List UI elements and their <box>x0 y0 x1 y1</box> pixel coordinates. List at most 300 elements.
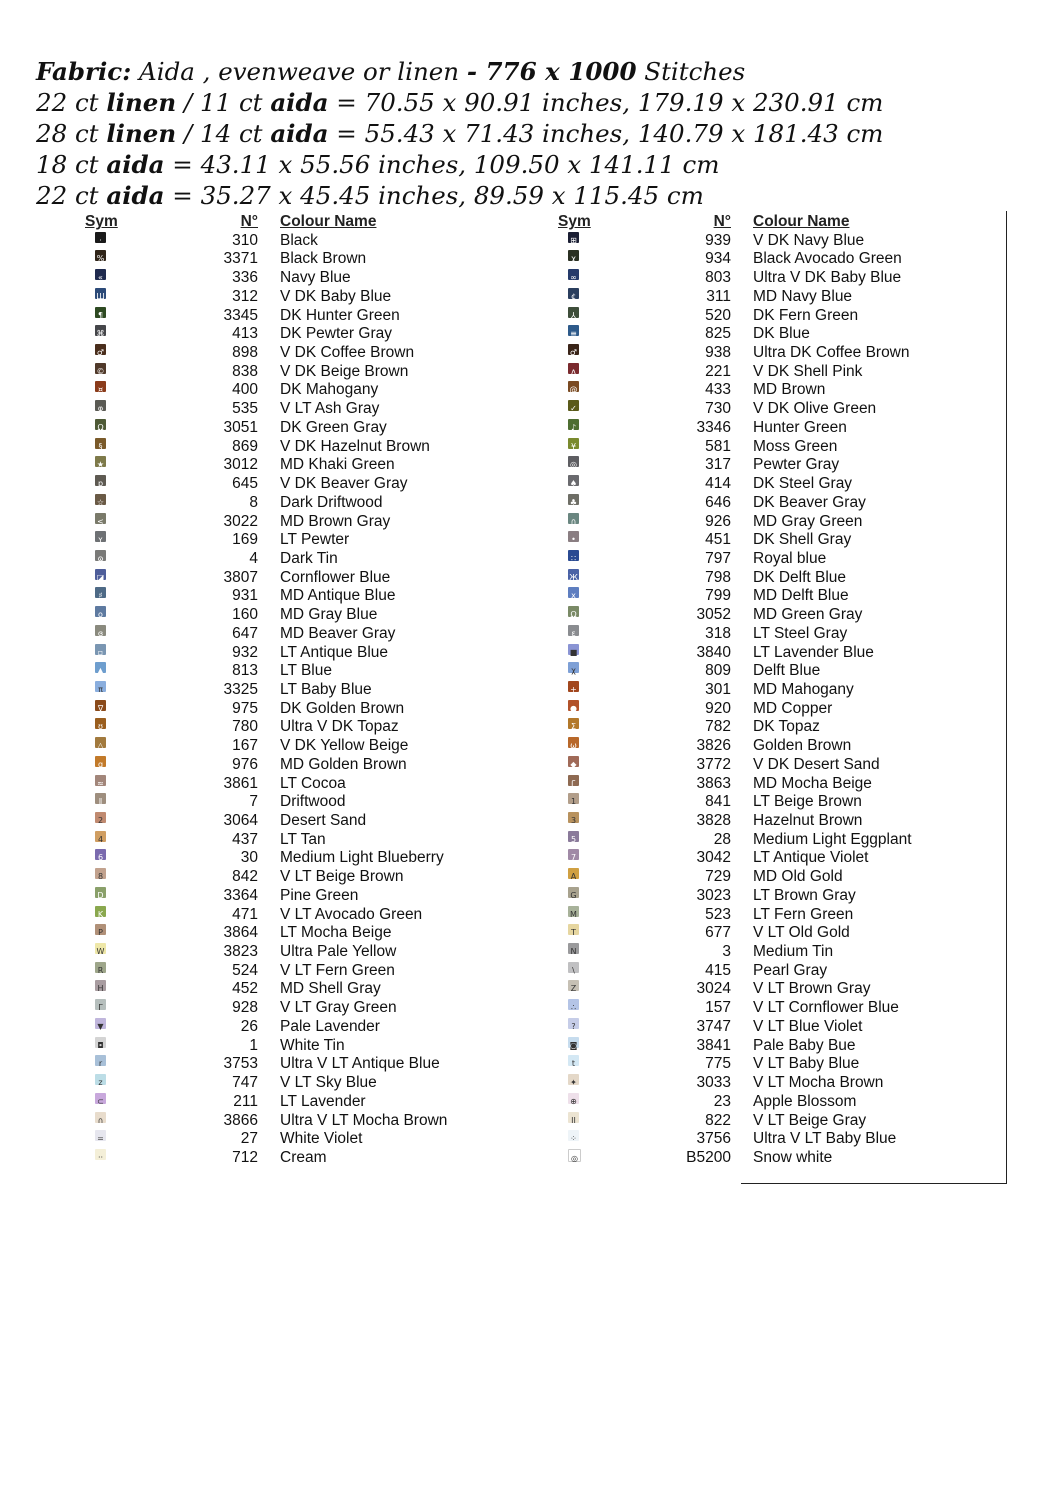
symbol-swatch: R <box>95 962 106 973</box>
symbol-swatch: T <box>568 924 579 935</box>
thread-number: 938 <box>705 344 731 362</box>
colour-name: V LT Old Gold <box>753 924 850 942</box>
symbol-swatch: ʊ <box>95 718 106 729</box>
table-row <box>80 831 500 850</box>
symbol-swatch: ∞ <box>568 269 579 280</box>
colour-name: V LT Mocha Brown <box>753 1074 884 1092</box>
table-row <box>80 475 500 494</box>
table-row <box>553 775 973 794</box>
thread-number: 3042 <box>696 849 731 867</box>
thread-number: 169 <box>232 531 258 549</box>
table-row <box>80 1074 500 1093</box>
thread-number: 3325 <box>223 680 258 698</box>
symbol-swatch: II <box>568 1112 579 1123</box>
colour-name: DK Beaver Gray <box>753 493 866 511</box>
table-row <box>553 269 973 288</box>
thread-number: 3753 <box>223 1055 258 1073</box>
colour-name: DK Topaz <box>753 718 820 736</box>
table-row <box>80 718 500 737</box>
table-row <box>80 513 500 532</box>
colour-name: Ultra V LT Antique Blue <box>280 1055 440 1073</box>
colour-name: V LT Brown Gray <box>753 980 871 998</box>
table-row <box>80 943 500 962</box>
colour-name: DK Fern Green <box>753 306 859 324</box>
colour-name: DK Mahogany <box>280 381 379 399</box>
colour-name: V LT Sky Blue <box>280 1074 377 1092</box>
thread-number: 775 <box>705 1055 731 1073</box>
symbol-swatch: ∷ <box>568 550 579 561</box>
colour-name: DK Golden Brown <box>280 699 405 717</box>
table-row <box>553 868 973 887</box>
symbol-swatch: ● <box>568 700 579 711</box>
colour-name: Ultra Pale Yellow <box>280 943 397 961</box>
table-row <box>553 344 973 363</box>
colour-list-right <box>553 232 973 1168</box>
symbol-swatch: 5 <box>568 831 579 842</box>
symbol-swatch: < <box>95 513 106 524</box>
table-row <box>553 980 973 999</box>
colour-name: Medium Light Blueberry <box>280 849 444 867</box>
table-row <box>553 1149 973 1168</box>
colour-name: Apple Blossom <box>753 1092 857 1110</box>
symbol-swatch: D <box>95 887 106 898</box>
table-row <box>553 831 973 850</box>
table-row <box>553 756 973 775</box>
thread-number: 803 <box>705 269 731 287</box>
symbol-swatch: ¥ <box>568 438 579 449</box>
colour-name: Black <box>280 231 318 249</box>
table-row <box>80 1149 500 1168</box>
table-row <box>553 943 973 962</box>
table-row <box>553 232 973 251</box>
symbol-swatch: % <box>95 250 106 261</box>
symbol-swatch: ɒ <box>95 475 106 486</box>
table-row <box>80 681 500 700</box>
table-row <box>553 812 973 831</box>
thread-number: 3866 <box>223 1111 258 1129</box>
thread-number: 30 <box>240 849 258 867</box>
thread-number: 747 <box>232 1074 258 1092</box>
symbol-swatch: Σ <box>568 718 579 729</box>
table-row <box>553 999 973 1018</box>
table-row <box>553 718 973 737</box>
thread-number: 3863 <box>696 774 731 792</box>
table-row <box>553 1018 973 1037</box>
symbol-swatch: ✓ <box>568 400 579 411</box>
colour-name: Dark Tin <box>280 549 338 567</box>
symbol-swatch: M <box>568 906 579 917</box>
symbol-swatch: x <box>568 587 579 598</box>
thread-number: 451 <box>705 531 731 549</box>
colour-name: V LT Cornflower Blue <box>753 999 899 1017</box>
symbol-swatch: ∩ <box>95 1112 106 1123</box>
colour-name: LT Brown Gray <box>753 886 856 904</box>
symbol-swatch: ☆ <box>95 494 106 505</box>
symbol-swatch: ▫ <box>95 644 106 655</box>
symbol-swatch: z <box>95 1074 106 1085</box>
thread-number: 3823 <box>223 943 258 961</box>
colour-name: LT Tan <box>280 830 326 848</box>
symbol-swatch: ∥ <box>95 793 106 804</box>
table-row <box>80 700 500 719</box>
table-row <box>553 793 973 812</box>
colour-name: LT Baby Blue <box>280 680 372 698</box>
table-border-right <box>1006 211 1007 1184</box>
table-row <box>80 868 500 887</box>
sym-header: Sym <box>85 213 118 230</box>
thread-number: 415 <box>705 961 731 979</box>
table-row <box>80 363 500 382</box>
symbol-swatch: ¶ <box>95 307 106 318</box>
symbol-swatch: ⁘ <box>568 1130 579 1141</box>
symbol-swatch: · <box>95 232 106 243</box>
colour-name: Dark Driftwood <box>280 493 383 511</box>
colour-name: V DK Coffee Brown <box>280 344 415 362</box>
thread-number: 1 <box>249 1036 258 1054</box>
table-row <box>80 381 500 400</box>
table-row <box>80 531 500 550</box>
table-row <box>553 681 973 700</box>
symbol-swatch: 4 <box>95 831 106 842</box>
thread-number: 413 <box>232 325 258 343</box>
colour-name: V DK Beige Brown <box>280 362 409 380</box>
colour-name: DK Shell Gray <box>753 531 852 549</box>
colour-name: V LT Gray Green <box>280 999 397 1017</box>
table-row <box>553 1074 973 1093</box>
table-row <box>80 1037 500 1056</box>
thread-number: 3064 <box>223 812 258 829</box>
table-row <box>553 625 973 644</box>
table-row <box>553 906 973 925</box>
symbol-swatch: ⌘ <box>95 325 106 336</box>
symbol-swatch: ◆ <box>568 756 579 767</box>
colour-name: Pale Baby Bue <box>753 1036 856 1054</box>
thread-number: 433 <box>705 381 731 399</box>
symbol-swatch: ★ <box>95 456 106 467</box>
symbol-swatch: 2 <box>95 812 106 823</box>
colour-name: V LT Beige Brown <box>280 868 404 886</box>
symbol-swatch: ◙ <box>568 1037 579 1048</box>
colour-name: LT Cocoa <box>280 774 346 792</box>
colour-name: Ultra DK Coffee Brown <box>753 344 910 362</box>
table-row <box>553 494 973 513</box>
thread-number: 301 <box>705 680 731 698</box>
symbol-swatch: φ <box>95 400 106 411</box>
symbol-swatch: ✦ <box>568 1074 579 1085</box>
sym-header: Sym <box>558 213 591 230</box>
fabric-line: Fabric: Aida , evenweave or linen - 776 x 1000 Stitches <box>36 57 746 86</box>
symbol-swatch: © <box>95 363 106 374</box>
colour-name: Medium Light Eggplant <box>753 830 912 848</box>
thread-number: 920 <box>705 699 731 717</box>
symbol-swatch: ◪ <box>95 569 106 580</box>
symbol-swatch: = <box>95 1130 106 1141</box>
colour-name: LT Beige Brown <box>753 793 862 811</box>
symbol-swatch: ⊞ <box>568 232 579 243</box>
table-border-bottom <box>741 1183 1007 1184</box>
colour-name: MD Beaver Gray <box>280 624 396 642</box>
symbol-swatch: « <box>95 269 106 280</box>
thread-number: 934 <box>705 250 731 268</box>
thread-number: 400 <box>232 381 258 399</box>
size-line-28ct-linen: 28 ct linen / 14 ct aida = 55.43 x 71.43 inches, 140.79 x 181.43 cm <box>36 119 884 148</box>
thread-number: 157 <box>705 999 731 1017</box>
thread-number: 3051 <box>223 418 258 436</box>
colour-name: White Tin <box>280 1036 345 1054</box>
colour-name: V LT Avocado Green <box>280 905 423 923</box>
symbol-swatch: ¤ <box>95 381 106 392</box>
table-row <box>80 606 500 625</box>
table-row <box>553 849 973 868</box>
colour-name: LT Lavender Blue <box>753 643 874 661</box>
thread-number: 797 <box>705 549 731 567</box>
symbol-swatch: @ <box>568 381 579 392</box>
thread-number: 3864 <box>223 924 258 942</box>
table-row <box>80 924 500 943</box>
colour-name: LT Blue <box>280 662 332 680</box>
colour-name: LT Steel Gray <box>753 624 848 642</box>
colour-name: V LT Ash Gray <box>280 400 380 418</box>
symbol-swatch: Γ <box>95 999 106 1010</box>
thread-number: 841 <box>705 793 731 811</box>
symbol-swatch: ·· <box>95 1149 106 1160</box>
thread-number: 729 <box>705 868 731 886</box>
thread-number: 7 <box>249 793 258 811</box>
thread-number: 3828 <box>696 812 731 829</box>
thread-number: 3033 <box>696 1074 731 1092</box>
thread-number: 414 <box>705 475 731 493</box>
table-row <box>80 494 500 513</box>
table-row <box>553 1093 973 1112</box>
thread-number: 3861 <box>223 774 258 792</box>
colour-name: V DK Yellow Beige <box>280 737 409 755</box>
table-row <box>553 475 973 494</box>
colour-name: Ultra V DK Baby Blue <box>753 269 902 287</box>
thread-number: 932 <box>232 643 258 661</box>
symbol-swatch: ♂ <box>95 344 106 355</box>
symbol-swatch: χ <box>568 250 579 261</box>
symbol-swatch: ≈ <box>95 775 106 786</box>
symbol-swatch: 3 <box>568 812 579 823</box>
thread-number: 3024 <box>696 980 731 998</box>
thread-number: 310 <box>232 231 258 249</box>
colour-name: Navy Blue <box>280 269 351 287</box>
colour-name: MD Brown <box>753 381 826 399</box>
colour-name: LT Antique Blue <box>280 643 389 661</box>
thread-number: 780 <box>232 718 258 736</box>
table-row <box>80 793 500 812</box>
thread-number: 813 <box>232 662 258 680</box>
thread-number: 898 <box>232 344 258 362</box>
number-header: N° <box>713 213 731 230</box>
colour-name: Driftwood <box>280 793 346 811</box>
table-row <box>553 513 973 532</box>
symbol-swatch: ¢ <box>568 288 579 299</box>
table-row <box>553 569 973 588</box>
colour-name: Pearl Gray <box>753 961 828 979</box>
colour-name: Desert Sand <box>280 812 367 829</box>
symbol-swatch: • <box>568 531 579 542</box>
symbol-swatch: ♣ <box>568 494 579 505</box>
thread-number: 3840 <box>696 643 731 661</box>
colour-name: V DK Navy Blue <box>753 231 865 249</box>
table-row <box>553 887 973 906</box>
thread-number: 4 <box>249 549 258 567</box>
colour-name: DK Delft Blue <box>753 568 847 586</box>
colour-name: V LT Fern Green <box>280 961 395 979</box>
table-row <box>553 1112 973 1131</box>
table-row <box>80 1130 500 1149</box>
thread-number: 939 <box>705 231 731 249</box>
thread-number: 928 <box>232 999 258 1017</box>
symbol-swatch: K <box>95 906 106 917</box>
colour-name: DK Steel Gray <box>753 475 853 493</box>
symbol-swatch: ω <box>568 737 579 748</box>
colour-name: V DK Shell Pink <box>753 362 863 380</box>
symbol-swatch: § <box>95 438 106 449</box>
thread-number: 798 <box>705 568 731 586</box>
thread-number: 3023 <box>696 886 731 904</box>
table-row <box>80 625 500 644</box>
colour-name: Delft Blue <box>753 662 821 680</box>
symbol-swatch: ɞ <box>95 625 106 636</box>
colour-name: V DK Desert Sand <box>753 755 880 773</box>
thread-number: 3371 <box>223 250 258 268</box>
thread-number: 318 <box>705 624 731 642</box>
table-row <box>80 438 500 457</box>
thread-number: 3747 <box>696 1017 731 1035</box>
symbol-swatch: t <box>568 1055 579 1066</box>
symbol-swatch: π <box>95 681 106 692</box>
thread-number: 730 <box>705 400 731 418</box>
symbol-swatch: ▲ <box>95 662 106 673</box>
symbol-swatch: g <box>95 756 106 767</box>
table-row <box>553 1055 973 1074</box>
symbol-swatch: ∇ <box>95 700 106 711</box>
thread-number: 23 <box>713 1092 731 1110</box>
table-row <box>553 250 973 269</box>
table-row <box>553 737 973 756</box>
symbol-swatch: χ <box>568 662 579 673</box>
colour-name: V LT Baby Blue <box>753 1055 860 1073</box>
symbol-swatch: ɷ <box>95 550 106 561</box>
thread-number: 869 <box>232 437 258 455</box>
thread-number: B5200 <box>686 1148 731 1166</box>
table-row <box>553 587 973 606</box>
symbol-swatch: P <box>95 924 106 935</box>
symbol-swatch: ? <box>568 1018 579 1029</box>
colour-name: Ultra V LT Mocha Brown <box>280 1111 448 1129</box>
table-row <box>553 700 973 719</box>
colour-name: MD Copper <box>753 699 833 717</box>
thread-number: 3346 <box>696 418 731 436</box>
symbol-swatch: H <box>95 980 106 991</box>
table-row <box>553 662 973 681</box>
symbol-swatch: ∴ <box>568 999 579 1010</box>
thread-number: 677 <box>705 924 731 942</box>
thread-number: 28 <box>713 830 731 848</box>
table-row <box>553 606 973 625</box>
table-row <box>553 456 973 475</box>
table-row <box>553 924 973 943</box>
symbol-swatch: Ш <box>95 288 106 299</box>
thread-number: 8 <box>249 493 258 511</box>
size-line-18ct-aida: 18 ct aida = 43.11 x 55.56 inches, 109.50 x 141.11 cm <box>36 150 720 179</box>
symbol-swatch: △ <box>95 737 106 748</box>
symbol-swatch: ◎ <box>568 1149 581 1162</box>
colour-name: MD Delft Blue <box>753 587 849 605</box>
thread-number: 3756 <box>696 1130 731 1148</box>
colour-name: Pale Lavender <box>280 1017 380 1035</box>
thread-number: 3841 <box>696 1036 731 1054</box>
table-row <box>80 419 500 438</box>
symbol-swatch: N <box>568 943 579 954</box>
table-row <box>80 887 500 906</box>
colour-name: MD Antique Blue <box>280 587 396 605</box>
symbol-swatch: ∩ <box>568 513 579 524</box>
colour-name: V DK Baby Blue <box>280 287 392 305</box>
symbol-swatch: ʌ <box>568 363 579 374</box>
table-row <box>553 550 973 569</box>
thread-number: 645 <box>232 475 258 493</box>
thread-number: 26 <box>240 1017 258 1035</box>
table-row <box>553 1130 973 1149</box>
table-row <box>553 419 973 438</box>
thread-number: 3364 <box>223 886 258 904</box>
symbol-swatch: ⅄ <box>568 307 579 318</box>
table-row <box>553 400 973 419</box>
table-row <box>80 269 500 288</box>
symbol-swatch: 6 <box>95 849 106 860</box>
colour-name: MD Mocha Beige <box>753 774 872 792</box>
table-row <box>80 288 500 307</box>
colour-name: MD Green Gray <box>753 606 863 624</box>
colour-name-header: Colour Name <box>753 213 850 230</box>
colour-name-header: Colour Name <box>280 213 377 230</box>
thread-number: 3052 <box>696 606 731 624</box>
thread-number: 799 <box>705 587 731 605</box>
size-line-22ct-linen: 22 ct linen / 11 ct aida = 70.55 x 90.91 inches, 179.19 x 230.91 cm <box>36 88 884 117</box>
table-row <box>80 812 500 831</box>
thread-number: 3826 <box>696 737 731 755</box>
symbol-swatch: ♯ <box>95 587 106 598</box>
symbol-swatch: Z <box>568 980 579 991</box>
symbol-swatch: 8 <box>95 868 106 879</box>
thread-number: 809 <box>705 662 731 680</box>
thread-number: 520 <box>705 306 731 324</box>
thread-number: 3772 <box>696 755 731 773</box>
colour-name: MD Gray Blue <box>280 606 378 624</box>
table-row <box>553 307 973 326</box>
colour-name: Royal blue <box>753 549 827 567</box>
thread-number: 312 <box>232 287 258 305</box>
table-row <box>553 438 973 457</box>
thread-number: 336 <box>232 269 258 287</box>
symbol-swatch: ⊂ <box>95 1093 106 1104</box>
table-row <box>80 644 500 663</box>
colour-name: MD Mahogany <box>753 680 854 698</box>
thread-number: 3 <box>722 943 731 961</box>
table-row <box>80 587 500 606</box>
thread-number: 167 <box>232 737 258 755</box>
table-row <box>80 1093 500 1112</box>
thread-number: 524 <box>232 961 258 979</box>
thread-number: 3012 <box>223 456 258 474</box>
table-row <box>80 1018 500 1037</box>
thread-number: 976 <box>232 755 258 773</box>
colour-name: MD Gray Green <box>753 512 863 530</box>
colour-name: Hunter Green <box>753 418 847 436</box>
